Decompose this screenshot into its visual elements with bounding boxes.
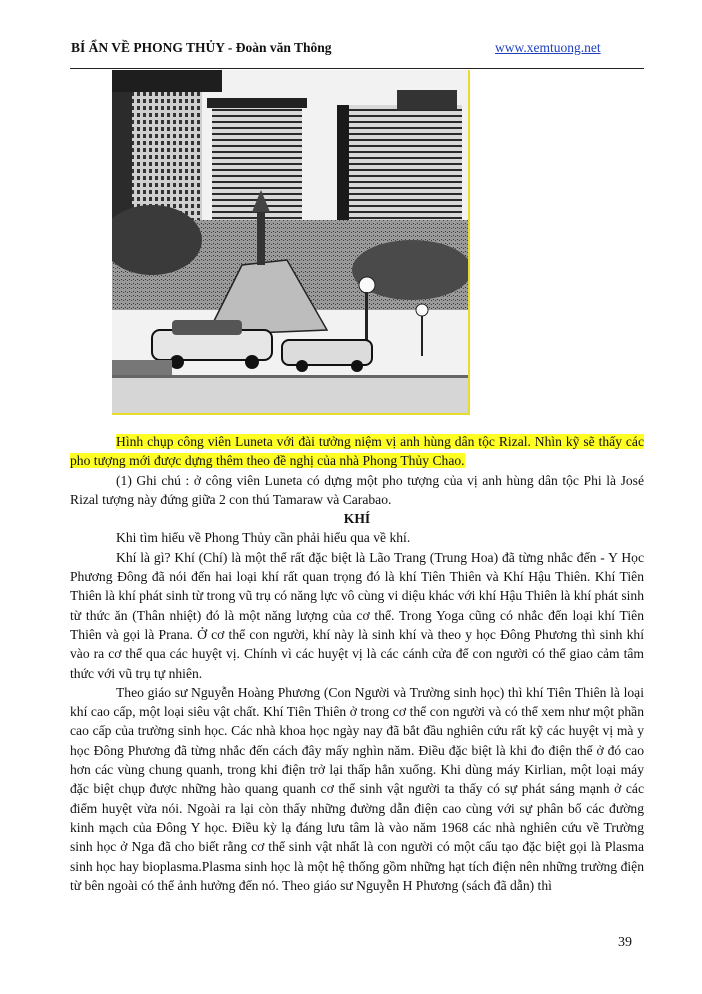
caption-highlight: Hình chụp công viên Luneta với đài tưởng niệm vị anh hùng dân tộc Rizal. Nhìn kỹ sẽ thấy các pho tượng mới được dựng thêm theo đề nghị của nhà Phong Thủy Chao. [70,434,644,469]
photo-luneta-park-icon [112,70,468,413]
luneta-park-photo [112,70,470,415]
section-title: KHÍ [343,511,371,527]
header-rule [70,68,644,69]
caption-note: (1) Ghi chú : ở công viên Luneta có dựng một pho tượng của vị anh hùng dân tộc Phi là José Rizal tượng này đứng giữa 2 con thú Tamaraw và Carabao. [70,472,644,507]
paragraph-3: Theo giáo sư Nguyễn Hoàng Phương (Con Người và Trường sinh học) thì khí Tiên Thiên là loại khí cao cấp, một loại siêu vật chất. Khí Tiên Thiên ở trong cơ thể con người và có thể xem như một phần cao cấp của trường sinh học. Các nhà khoa học ngày nay đã bắt đầu nghiên cứu rất kỹ các huyệt vị mà y học Đông Phương đã từng nhắc đến cách đây mấy nghìn năm. Điều đặc biệt là khi đo điện thế ở đó cao hơn các vùng chung quanh, trong khi điện trở lại thấp hẳn xuống. Khi dùng máy Kirlian, một loại máy đặc biệt chụp được những hào quang quanh cơ thể sinh vật người ta thấy có sự phát sáng mạnh ở các điểm huyệt vừa nói. Ngoài ra lại còn thấy những đường dẫn điện cao cùng với sự phân bố các đường kinh mạch của Đông Y học. Điều kỳ lạ đáng lưu tâm là vào năm 1968 các nhà nghiên cứu về Trường sinh học ở Nga đã cho biết rằng cơ thể sinh vật nhất là con người có một cấu tạo đặc biệt gọi là Plasma sinh học hay bioplasma.Plasma sinh học là một hệ thống gồm những hạt tích điện nên những trường điện từ bên ngoài có thể ảnh hưởng đến nó. Theo giáo sư Nguyễn H Phương (sách đã dẫn) thì [70,684,644,893]
page-header-title: BÍ ẨN VỀ PHONG THỦY - Đoàn văn Thông [71,40,332,55]
paragraph-2: Khí là gì? Khí (Chí) là một thể rất đặc biệt là Lão Trang (Trung Hoa) đã từng nhắc đến - Y Học Phương Đông đã nói đến hai loại khí rất quan trọng đó là khí Tiên Thiên và Khí Hậu Thiên. Khí Tiên Thiên là khí phát sinh từ trong vũ trụ có năng lực vô cùng vi diệu khác với khí Hậu Thiên là khí phát sinh từ thức ăn (Thân nhiệt) đó là một năng lượng của cơ thể. Trong Yoga cũng có nhắc đến loại khí Tiên Thiên và gọi là Prana. Ở cơ thể con người, khí này là sinh khí và theo y học Đông Phương thì sinh khí vào ra cơ thể qua các huyệt vị. Chính vì các huyệt vị là các cánh cửa để con người có thể giao cảm tâm thức với vũ trụ tự nhiên. [70,549,644,681]
page-number: 39 [618,935,632,950]
photo-caption [70,432,644,471]
body-text [70,432,644,895]
header-website-link[interactable]: www.xemtuong.net [495,40,601,55]
paragraph-1: Khi tìm hiểu về Phong Thủy cần phải hiểu qua về khí. [116,530,411,546]
